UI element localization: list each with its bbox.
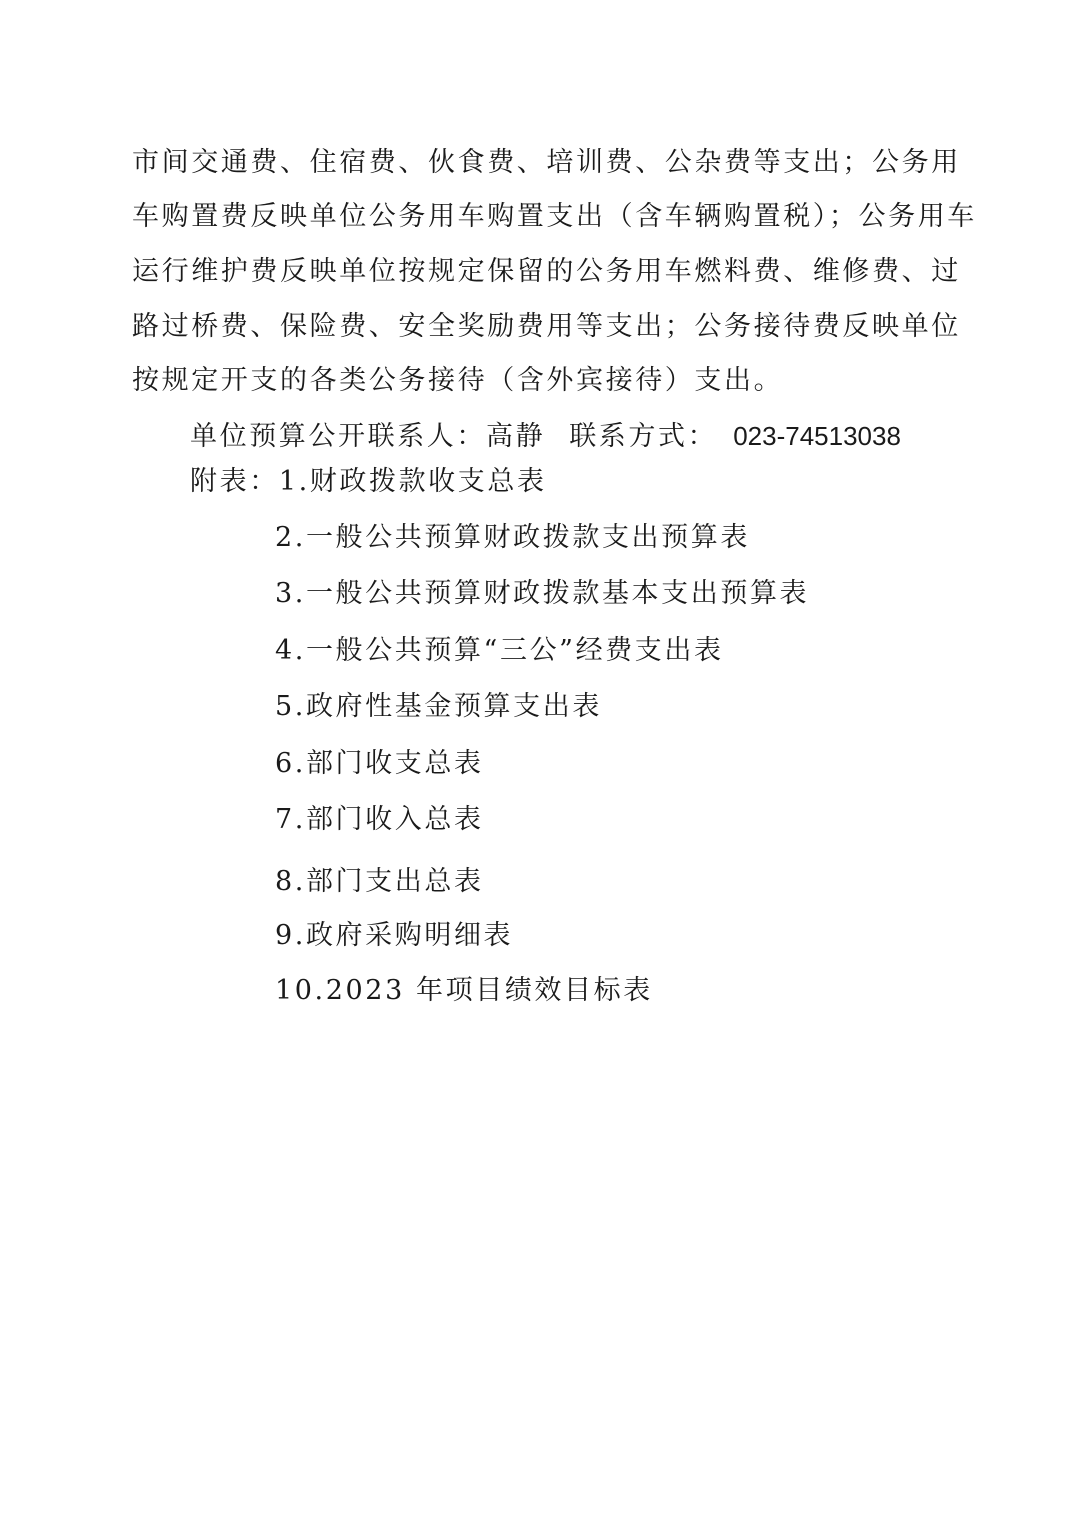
attachment-item-9: 9.政府采购明细表 — [275, 920, 514, 951]
contact-name: 高静 — [486, 421, 546, 452]
contact-method-label: 联系方式： — [569, 421, 718, 452]
paragraph-line-4: 路过桥费、保险费、安全奖励费用等支出；公务接待费反映单位 — [132, 311, 961, 342]
attachment-item-1: 1.财政拨款收支总表 — [278, 466, 547, 497]
contact-phone: 023-74513038 — [733, 421, 901, 451]
paragraph-line-3: 运行维护费反映单位按规定保留的公务用车燃料费、维修费、过 — [132, 256, 961, 287]
attachment-item-2: 2.一般公共预算财政拨款支出预算表 — [275, 522, 750, 553]
paragraph-line-1: 市间交通费、住宿费、伙食费、培训费、公杂费等支出；公务用 — [132, 147, 961, 178]
attachment-item-5: 5.政府性基金预算支出表 — [275, 691, 602, 722]
attachments-title: 附表： — [190, 466, 279, 497]
contact-line — [190, 419, 901, 454]
attachment-item-7: 7.部门收入总表 — [275, 804, 484, 835]
attachment-item-10: 10.2023 年项目绩效目标表 — [275, 975, 653, 1006]
attachment-item-6: 6.部门收支总表 — [275, 748, 484, 779]
attachments-heading — [190, 465, 547, 499]
paragraph-line-2: 车购置费反映单位公务用车购置支出（含车辆购置税）；公务用车 — [132, 201, 977, 232]
contact-label: 单位预算公开联系人： — [190, 421, 486, 452]
paragraph-line-5: 按规定开支的各类公务接待（含外宾接待）支出。 — [132, 365, 784, 396]
attachment-item-4: 4.一般公共预算“三公”经费支出表 — [275, 635, 724, 666]
attachment-item-3: 3.一般公共预算财政拨款基本支出预算表 — [275, 578, 810, 609]
attachment-item-8: 8.部门支出总表 — [275, 866, 484, 897]
